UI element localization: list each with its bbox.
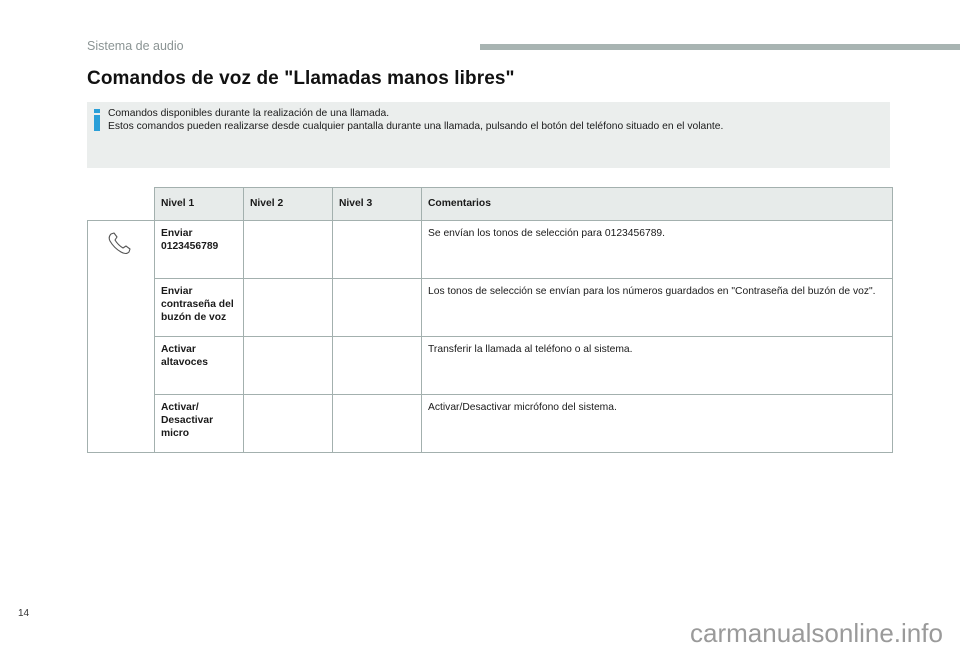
- nivel1-cell: Activar altavoces: [155, 337, 244, 395]
- header-bar: [480, 44, 960, 50]
- info-text: [108, 108, 723, 133]
- nivel2-cell: [244, 337, 333, 395]
- voice-commands-table: [87, 187, 893, 453]
- nivel1-cell: Activar/ Desactivar micro: [155, 395, 244, 453]
- section-label: Sistema de audio: [87, 39, 184, 53]
- page-title: Comandos de voz de "Llamadas manos libres": [87, 68, 515, 89]
- nivel3-cell: [333, 279, 422, 337]
- icon-cell: [88, 221, 155, 453]
- header-nivel-3: Nivel 3: [333, 188, 422, 221]
- watermark: carmanualsonline.info: [690, 618, 943, 648]
- nivel3-cell: [333, 337, 422, 395]
- comment-cell: Transferir la llamada al teléfono o al sistema.: [422, 337, 893, 395]
- info-icon: [94, 109, 100, 131]
- header-nivel-2: Nivel 2: [244, 188, 333, 221]
- info-line-2: Estos comandos pueden realizarse desde cualquier pantalla durante una llamada, pulsando el botón del teléfono situado en el volante.: [108, 120, 724, 132]
- info-line-1: Comandos disponibles durante la realización de una llamada.: [108, 108, 390, 119]
- nivel2-cell: [244, 221, 333, 279]
- nivel3-cell: [333, 395, 422, 453]
- comment-cell: Los tonos de selección se envían para los números guardados en "Contraseña del buzón de voz".: [422, 279, 893, 337]
- table-row: [88, 221, 893, 279]
- phone-icon: [106, 231, 132, 257]
- nivel2-cell: [244, 279, 333, 337]
- table-row: [88, 337, 893, 395]
- comment-cell: Se envían los tonos de selección para 0123456789.: [422, 221, 893, 279]
- header-comentarios: Comentarios: [422, 188, 893, 221]
- nivel2-cell: [244, 395, 333, 453]
- info-box: [87, 102, 890, 168]
- nivel1-cell: Enviar contraseña del buzón de voz: [155, 279, 244, 337]
- nivel1-cell: Enviar 0123456789: [155, 221, 244, 279]
- header-blank: [88, 188, 155, 221]
- comment-cell: Activar/Desactivar micrófono del sistema.: [422, 395, 893, 453]
- header-nivel-1: Nivel 1: [155, 188, 244, 221]
- nivel3-cell: [333, 221, 422, 279]
- page-number: 14: [18, 608, 30, 619]
- table-header-row: [88, 188, 893, 221]
- table-row: [88, 395, 893, 453]
- table-row: [88, 279, 893, 337]
